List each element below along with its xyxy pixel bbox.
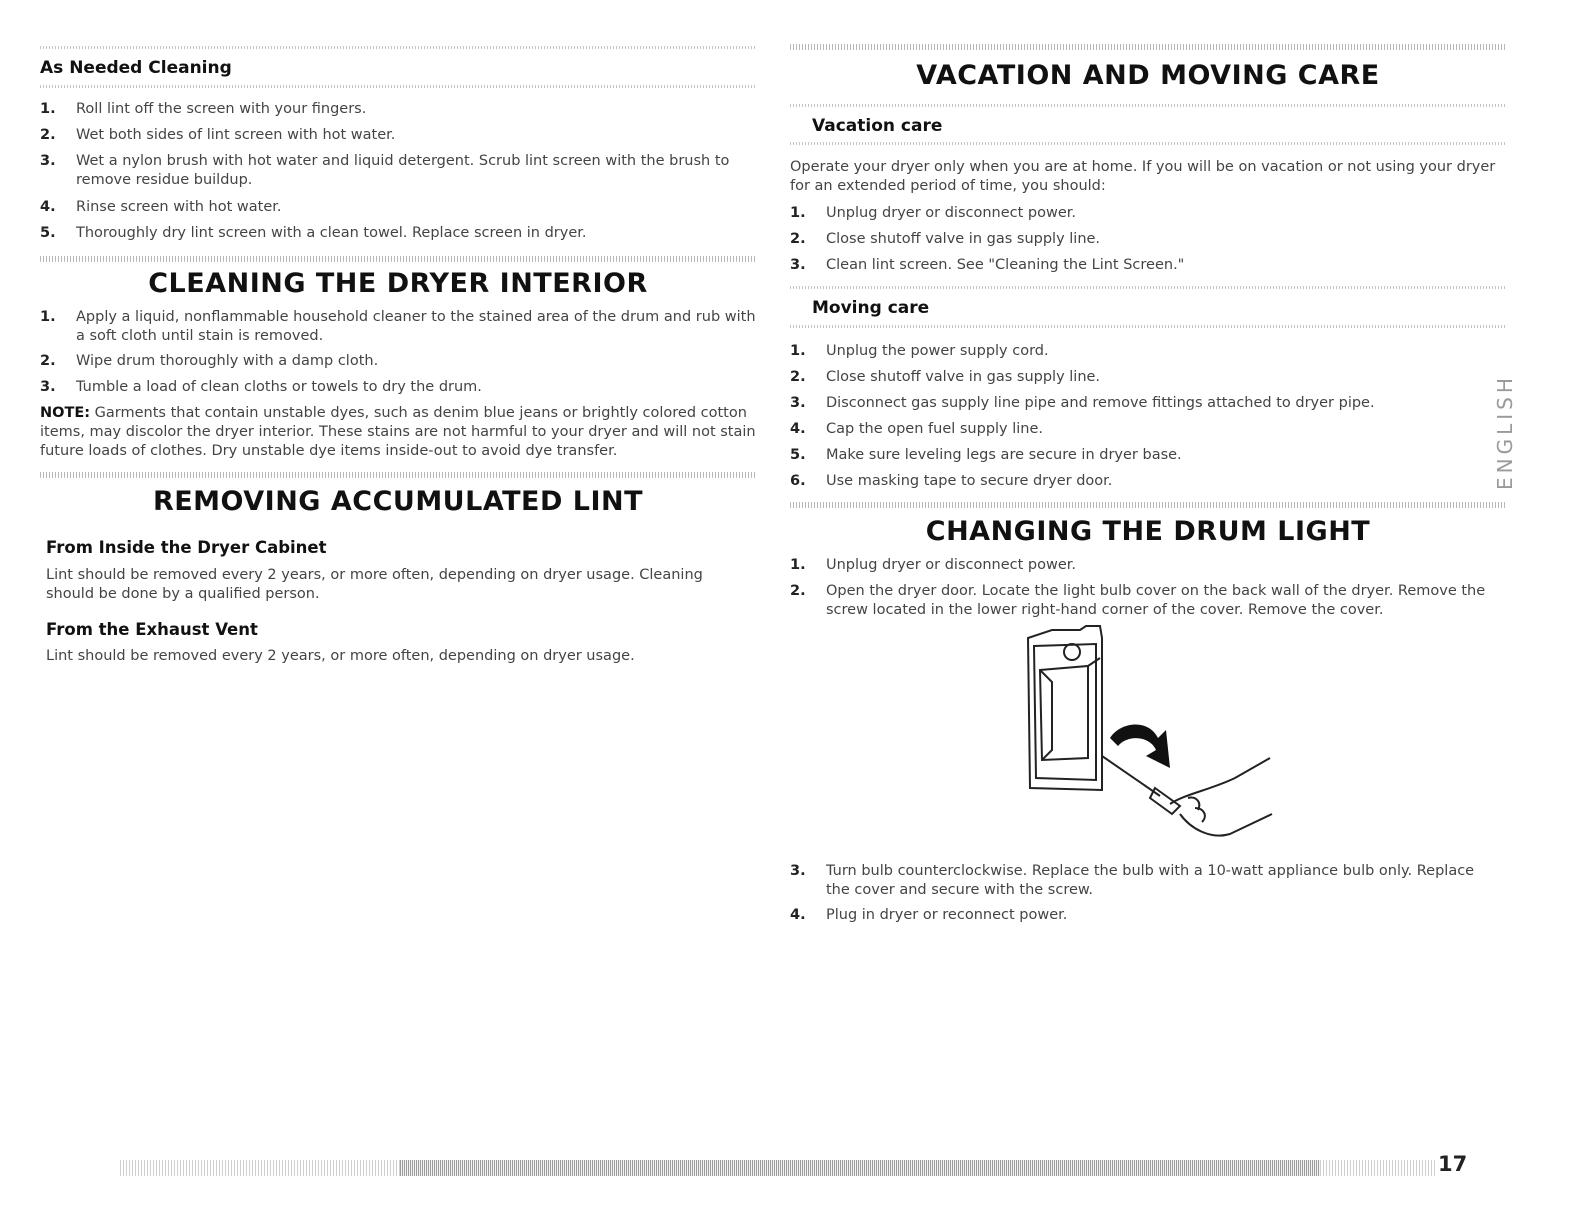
light-cover-screwdriver-illustration (1010, 618, 1280, 848)
list-item: 6. Use masking tape to secure dryer door. (790, 473, 1113, 489)
note-label: NOTE: (40, 405, 91, 421)
vacation-intro: Operate your dryer only when you are at home. If you will be on vacation or not using your dryer for an extended period of time, you should: (790, 159, 1496, 194)
list-item: 2. Wet both sides of lint screen with hot water. (40, 127, 396, 143)
list-item: 2. Wipe drum thoroughly with a damp cloth. (40, 353, 379, 369)
drum-light-title: CHANGING THE DRUM LIGHT (925, 516, 1371, 547)
vacation-moving-title: VACATION AND MOVING CARE (916, 60, 1380, 91)
list-item: 2. Close shutoff valve in gas supply line. (790, 231, 1101, 247)
list-item: 3. Clean lint screen. See "Cleaning the Lint Screen." (790, 257, 1185, 273)
list-item: 3. Tumble a load of clean cloths or towels to dry the drum. (40, 379, 482, 395)
list-item: 1. Apply a liquid, nonflammable household cleaner to the stained area of the drum and rub with a soft cloth until stain is removed. (40, 309, 756, 344)
vacation-title: Vacation care (812, 116, 943, 136)
cabinet-text: Lint should be removed every 2 years, or more often, depending on dryer usage. Cleaning should be done by a qualified person. (46, 567, 703, 602)
list-item: 1. Unplug the power supply cord. (790, 343, 1049, 359)
divider (40, 256, 756, 262)
note-paragraph (40, 404, 756, 461)
moving-title: Moving care (812, 298, 930, 318)
list-item: 3. Disconnect gas supply line pipe and remove fittings attached to dryer pipe. (790, 395, 1375, 411)
list-item: 2. Open the dryer door. Locate the light bulb cover on the back wall of the dryer. Remove the screw located in the lower right-hand corner of the cover. Remove the cover. (790, 583, 1486, 618)
cabinet-title: From Inside the Dryer Cabinet (46, 538, 327, 557)
divider (790, 325, 1506, 328)
list-item: 4. Plug in dryer or reconnect power. (790, 907, 1068, 923)
divider (790, 44, 1506, 50)
divider (40, 472, 756, 478)
list-item: 1. Unplug dryer or disconnect power. (790, 205, 1077, 221)
list-item: 1. Unplug dryer or disconnect power. (790, 557, 1077, 573)
divider (790, 502, 1506, 508)
divider (40, 46, 756, 49)
divider (790, 142, 1506, 145)
list-item: 4. Cap the open fuel supply line. (790, 421, 1044, 437)
vent-text: Lint should be removed every 2 years, or more often, depending on dryer usage. (46, 648, 635, 664)
list-item: 1. Roll lint off the screen with your fingers. (40, 101, 367, 117)
list-item: 2. Close shutoff valve in gas supply line. (790, 369, 1101, 385)
divider (40, 85, 756, 88)
footer-band (120, 1160, 1435, 1176)
divider (790, 286, 1506, 289)
list-item: 3. Turn bulb counterclockwise. Replace the bulb with a 10-watt appliance bulb only. Replace the cover and secure with the screw. (790, 863, 1475, 898)
page-number: 17 (1438, 1152, 1468, 1176)
list-item: 4. Rinse screen with hot water. (40, 199, 282, 215)
arrow-icon (1110, 724, 1170, 768)
as-needed-title: As Needed Cleaning (40, 58, 232, 78)
light-cover-icon (1028, 626, 1102, 790)
interior-title: CLEANING THE DRYER INTERIOR (148, 268, 648, 299)
language-tab: ENGLISH (1493, 374, 1517, 490)
screwdriver-icon (1102, 756, 1272, 836)
note-text: Garments that contain unstable dyes, such as denim blue jeans or brightly colored cotton items, may discolor the dryer interior. These stains are not harmful to your dryer and will not stain future loads of clothes. Dry unstable dye items inside-out to avoid dye transfer. (40, 405, 756, 459)
list-item: 5. Make sure leveling legs are secure in dryer base. (790, 447, 1182, 463)
divider (790, 104, 1506, 107)
lint-title: REMOVING ACCUMULATED LINT (152, 486, 644, 517)
list-item: 3. Wet a nylon brush with hot water and liquid detergent. Scrub lint screen with the brush to remove residue buildup. (40, 153, 730, 188)
vent-title: From the Exhaust Vent (46, 620, 258, 639)
list-item: 5. Thoroughly dry lint screen with a clean towel. Replace screen in dryer. (40, 225, 587, 241)
